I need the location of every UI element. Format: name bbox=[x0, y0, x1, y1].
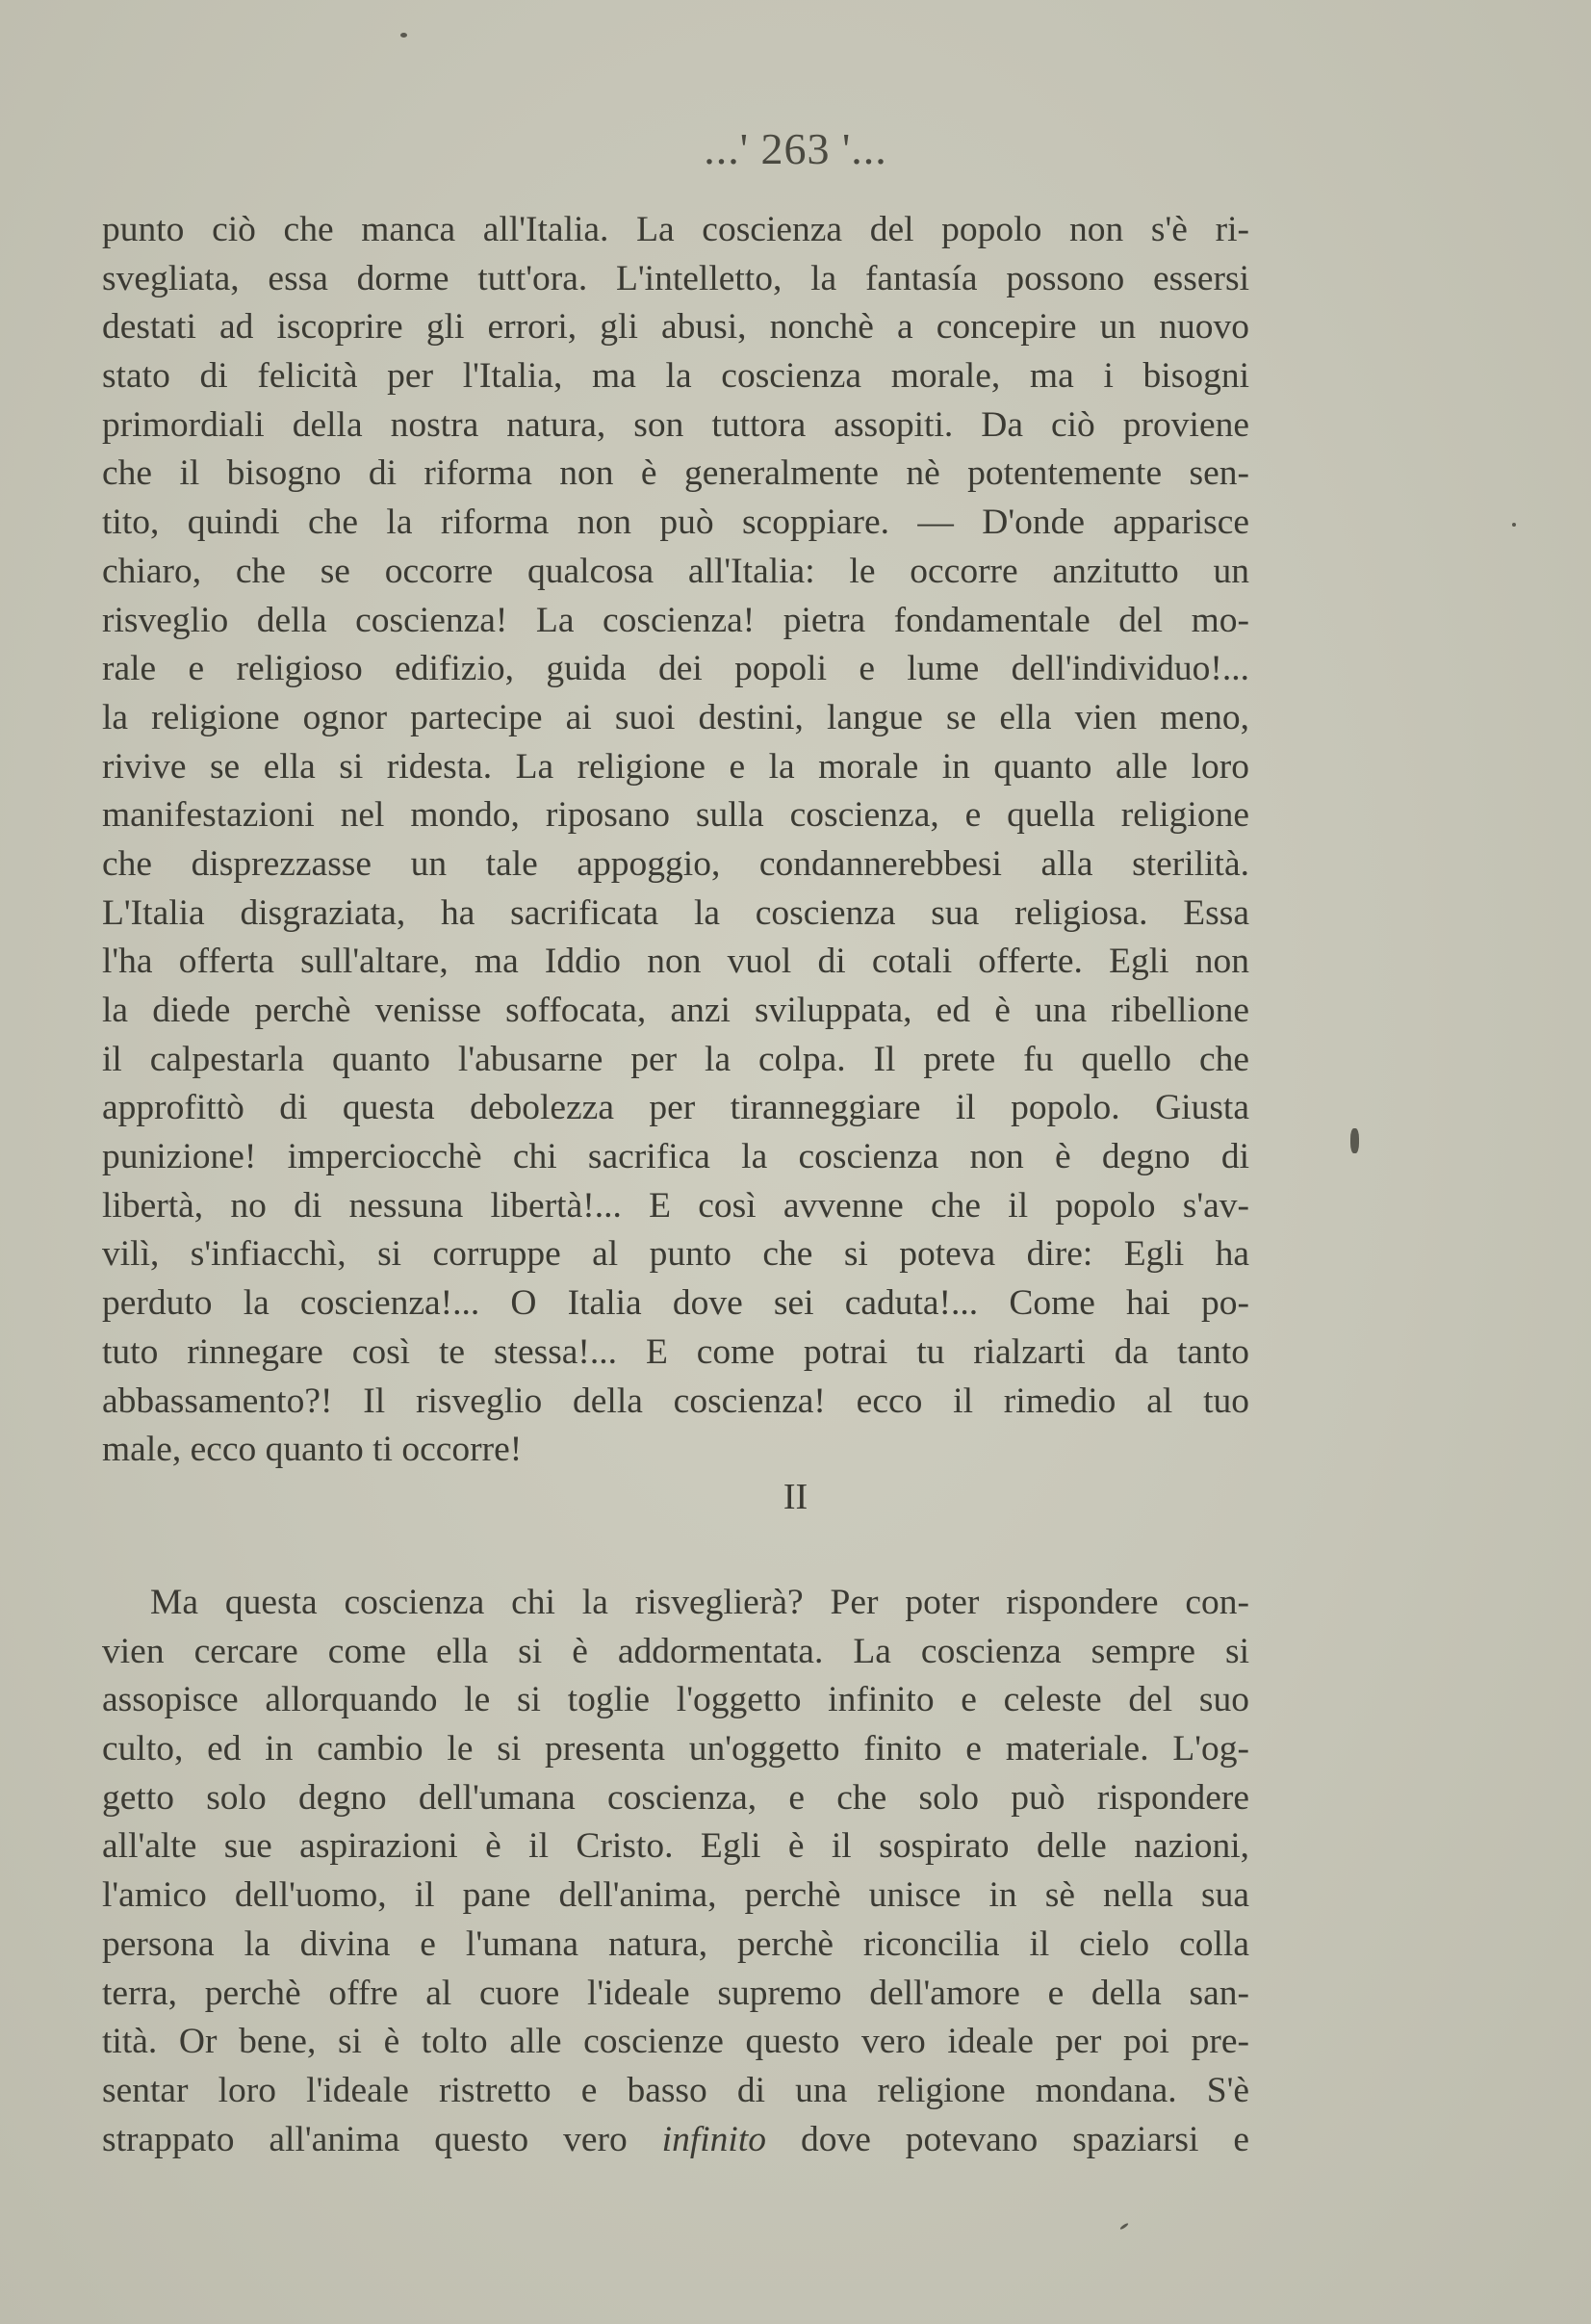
text-line: vien cercare come ella si è addormentata. La coscienza sempre si bbox=[102, 1631, 1249, 1671]
text-line: svegliata, essa dorme tutt'ora. L'intelletto, la fantasía possono essersi bbox=[102, 258, 1249, 298]
text-line: l'ha offerta sull'altare, ma Iddio non vuol di cotali offerte. Egli non bbox=[102, 942, 1249, 982]
text-line: la religione ognor partecipe ai suoi destini, langue se ella vien meno, bbox=[102, 697, 1249, 737]
text-line: che il bisogno di riforma non è generalmente nè potentemente sen- bbox=[102, 453, 1249, 494]
text-line: stato di felicità per l'Italia, ma la coscienza morale, ma i bisogni bbox=[102, 356, 1249, 397]
text-line: L'Italia disgraziata, ha sacrificata la coscienza sua religiosa. Essa bbox=[102, 892, 1249, 933]
text-line: l'amico dell'uomo, il pane dell'anima, perchè unisce in sè nella sua bbox=[102, 1875, 1249, 1916]
paragraph-body-1 bbox=[102, 206, 1249, 1475]
text-line: perduto la coscienza!... O Italia dove sei caduta!... Come hai po- bbox=[102, 1283, 1249, 1324]
text-line: Ma questa coscienza chi la risveglierà? Per poter rispondere con- bbox=[150, 1583, 1249, 1622]
text-line: male, ecco quanto ti occorre! bbox=[102, 1430, 523, 1470]
scan-speck bbox=[1119, 2222, 1129, 2230]
text-line: manifestazioni nel mondo, riposano sulla coscienza, e quella religione bbox=[102, 795, 1249, 836]
text-segment: strappato all'anima questo vero bbox=[102, 2119, 662, 2159]
text-line: che disprezzasse un tale appoggio, condannerebbesi alla sterilità. bbox=[102, 843, 1249, 884]
text-line: terra, perchè offre al cuore l'ideale supremo dell'amore e della san- bbox=[102, 1973, 1249, 2013]
text-line: tuto rinnegare così te stessa!... E come potrai tu rialzarti da tanto bbox=[102, 1331, 1249, 1372]
scan-speck bbox=[400, 33, 407, 38]
text-line: getto solo degno dell'umana coscienza, e che solo può rispondere bbox=[102, 1777, 1249, 1818]
text-line: abbassamento?! Il risveglio della coscienza! ecco il rimedio al tuo bbox=[102, 1381, 1249, 1421]
scan-speck bbox=[1512, 523, 1516, 527]
section-heading: II bbox=[783, 1477, 808, 1517]
text-line: la diede perchè venisse soffocata, anzi sviluppata, ed è una ribellione bbox=[102, 991, 1249, 1030]
text-line: all'alte sue aspirazioni è il Cristo. Egli è il sospirato delle nazioni, bbox=[102, 1826, 1249, 1867]
text-line: chiaro, che se occorre qualcosa all'Italia: le occorre anzitutto un bbox=[102, 551, 1249, 591]
text-line: risveglio della coscienza! La coscienza! pietra fondamentale del mo- bbox=[102, 600, 1249, 640]
text-line: rivive se ella si ridesta. La religione e la morale in quanto alle loro bbox=[102, 746, 1249, 787]
text-line: tito, quindi che la riforma non può scoppiare. — D'onde apparisce bbox=[102, 503, 1249, 543]
emphasized-word: infinito bbox=[661, 2119, 766, 2159]
text-line: primordiali della nostra natura, son tuttora assopiti. Da ciò proviene bbox=[102, 404, 1249, 445]
text-line: libertà, no di nessuna libertà!... E così avvenne che il popolo s'av- bbox=[102, 1185, 1249, 1226]
text-segment: dove potevano spaziarsi e bbox=[766, 2119, 1249, 2159]
text-line: destati ad iscoprire gli errori, gli abusi, nonchè a concepire un nuovo bbox=[102, 307, 1249, 348]
text-line: approfittò di questa debolezza per tiranneggiare il popolo. Giusta bbox=[102, 1088, 1249, 1128]
text-line-with-emphasis bbox=[102, 2116, 1249, 2165]
page-number: ...' 263 '... bbox=[704, 124, 887, 173]
text-line: sentar loro l'ideale ristretto e basso di una religione mondana. S'è bbox=[102, 2070, 1249, 2110]
text-line: il calpestarla quanto l'abusarne per la colpa. Il prete fu quello che bbox=[102, 1039, 1249, 1079]
text-line: punto ciò che manca all'Italia. La coscienza del popolo non s'è ri- bbox=[102, 210, 1249, 249]
text-line: assopisce allorquando le si toglie l'oggetto infinito e celeste del suo bbox=[102, 1680, 1249, 1720]
paragraph-body-2 bbox=[102, 1579, 1249, 2164]
text-line: culto, ed in cambio le si presenta un'oggetto finito e materiale. L'og- bbox=[102, 1729, 1249, 1769]
text-line: punizione! imperciocchè chi sacrifica la coscienza non è degno di bbox=[102, 1137, 1249, 1177]
text-line: persona la divina e l'umana natura, perchè riconcilia il cielo colla bbox=[102, 1924, 1249, 1964]
text-line: rale e religioso edifizio, guida dei popoli e lume dell'individuo!... bbox=[102, 649, 1249, 689]
scan-speck bbox=[1350, 1128, 1359, 1153]
text-line: vilì, s'infiacchì, si corruppe al punto che si poteva dire: Egli ha bbox=[102, 1234, 1249, 1275]
text-line: tità. Or bene, si è tolto alle coscienze questo vero ideale per poi pre- bbox=[102, 2022, 1249, 2062]
